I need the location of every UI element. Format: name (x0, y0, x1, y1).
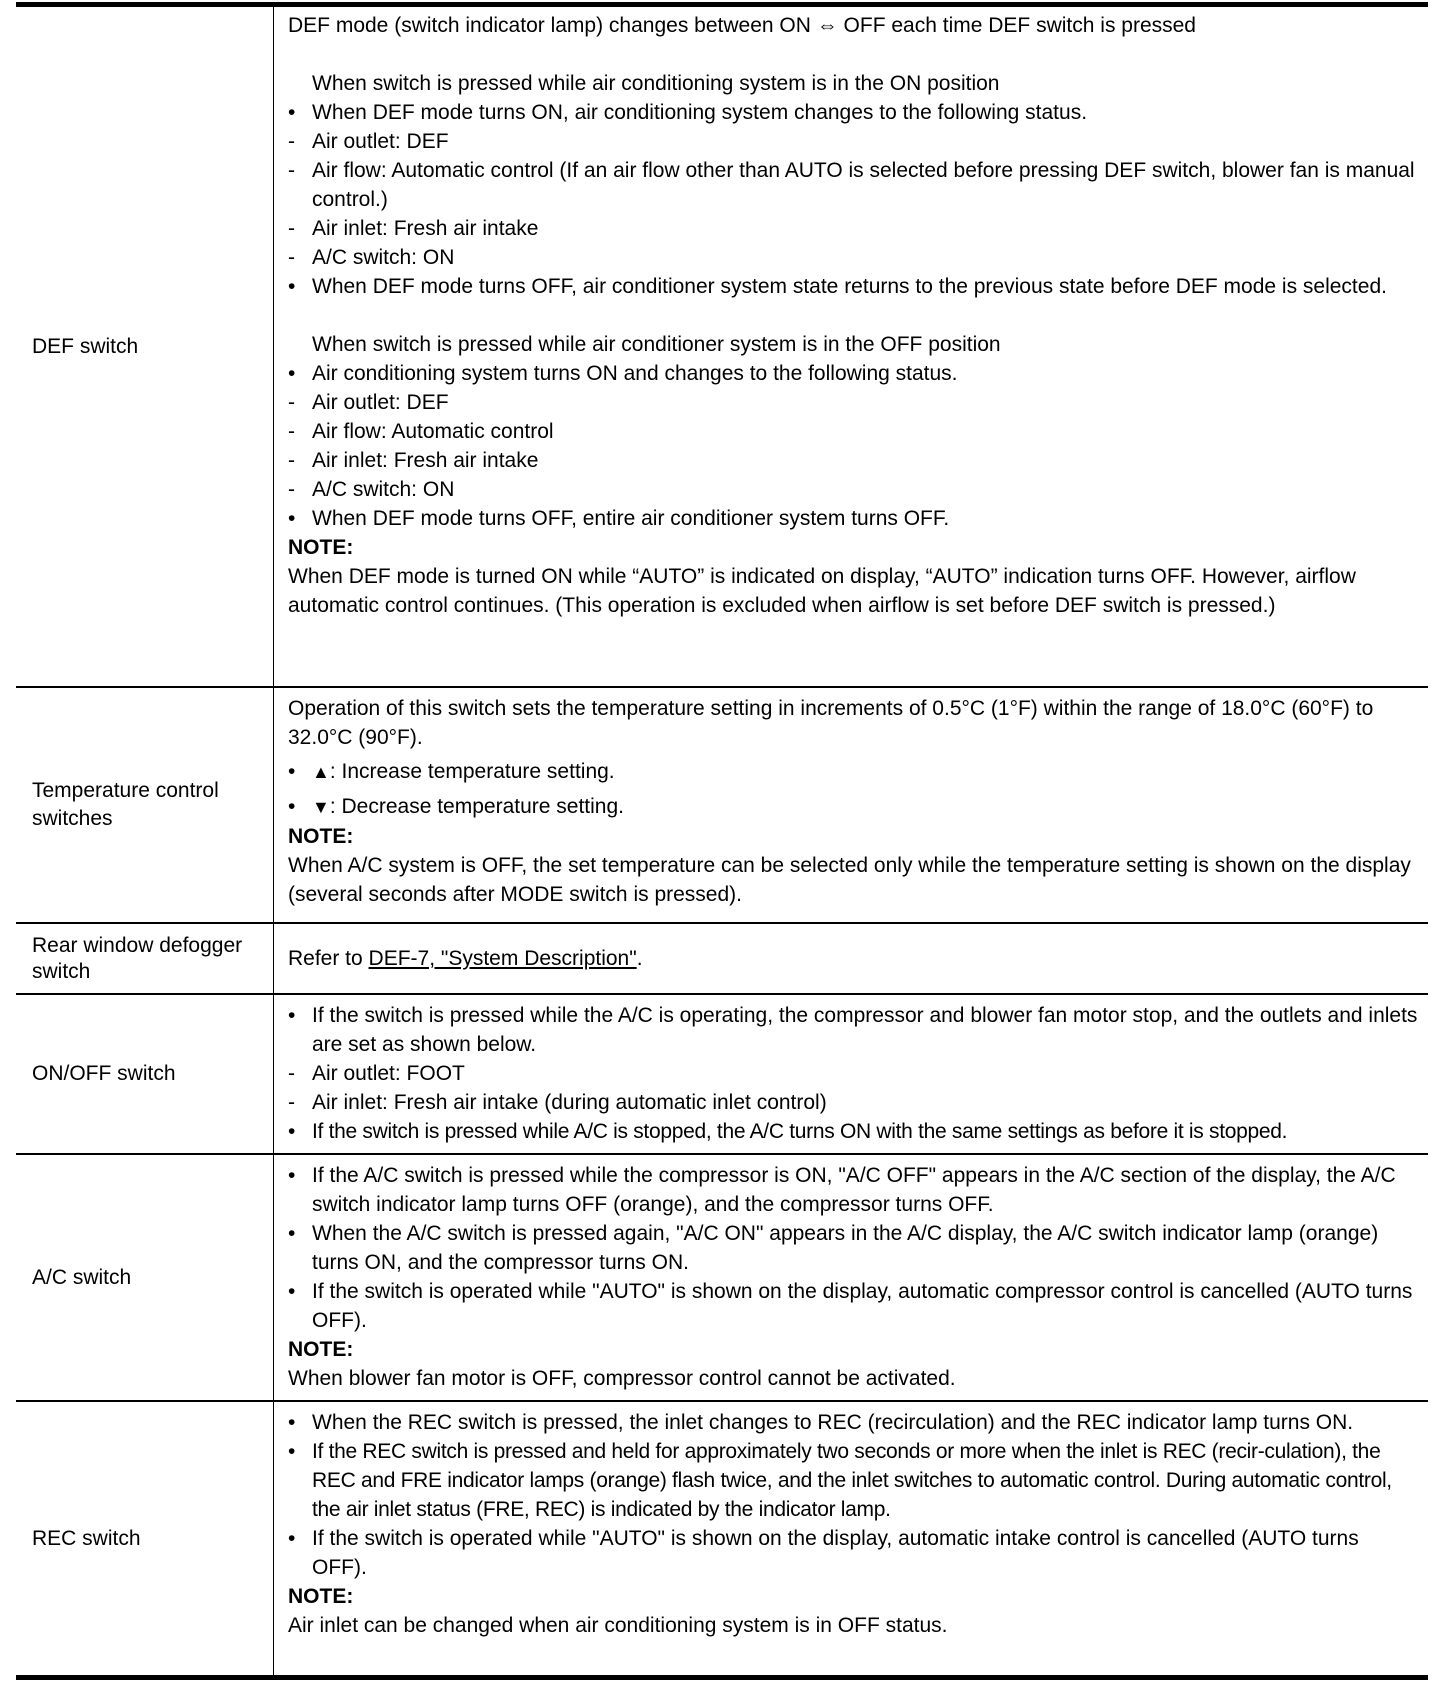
triangle-down-icon: ▼ (312, 797, 330, 817)
list-item: • If the REC switch is pressed and held for approximately two seconds or more when the inlet is REC (recir-culation), the REC and FRE indicator lamps (orange) flash twice, and the inlet switches to automatic control. During automatic control, the air inlet status (FRE, REC) is indicated by the indicator lamp. (288, 1440, 1392, 1521)
list-item: - Air outlet: DEF (288, 130, 449, 153)
intro-text: Operation of this switch sets the temperature setting in increments of 0.5°C (1°F) within the range of 18.0°C (60°F) to 32.0°C (90°F). (288, 697, 1374, 749)
row-name: REC switch (16, 1402, 274, 1675)
row-name: Rear window defogger switch (16, 924, 274, 993)
list-item: - Air inlet: Fresh air intake (288, 449, 539, 472)
list-item: - A/C switch: ON (288, 246, 455, 269)
note-label: NOTE: (288, 1585, 354, 1608)
list-item: • When DEF mode turns OFF, air conditioner system state returns to the previous state before DEF mode is selected. (288, 275, 1387, 298)
list-item: - Air inlet: Fresh air intake (during automatic inlet control) (288, 1091, 827, 1114)
row-name: A/C switch (16, 1155, 274, 1400)
section-heading: When switch is pressed while air conditioning system is in the ON position (312, 72, 1000, 95)
row-description (274, 995, 1428, 1153)
list-item: - Air inlet: Fresh air intake (288, 217, 539, 240)
row-description (274, 1402, 1428, 1675)
list-item: - Air outlet: FOOT (288, 1062, 465, 1085)
note-text: When DEF mode is turned ON while “AUTO” is indicated on display, “AUTO” indication turns OFF. However, airflow automatic control continues. (This operation is excluded when airflow is set before DEF switch is pressed.) (288, 565, 1356, 617)
note-label: NOTE: (288, 1338, 354, 1361)
triangle-up-icon: ▲ (312, 762, 330, 782)
table-row-rec-switch (16, 1402, 1428, 1675)
note-text: When A/C system is OFF, the set temperature can be selected only while the temperature setting is shown on the display (several seconds after MODE switch is pressed). (288, 854, 1411, 906)
row-description (274, 688, 1428, 922)
table-row-rear-defogger (16, 924, 1428, 995)
list-item: • ▲: Increase temperature setting. (288, 760, 615, 783)
note-label: NOTE: (288, 536, 354, 559)
table-row-temperature-control (16, 688, 1428, 924)
list-item: • If the switch is operated while "AUTO" is shown on the display, automatic compressor control is cancelled (AUTO turns OFF). (288, 1280, 1413, 1332)
row-name: Temperature control switches (16, 688, 274, 922)
list-item: • If the switch is pressed while the A/C is operating, the compressor and blower fan motor stop, and the outlets and inlets are set as shown below. (288, 1004, 1418, 1056)
list-item: • When DEF mode turns ON, air conditioning system changes to the following status. (288, 101, 1088, 124)
row-name: ON/OFF switch (16, 995, 274, 1153)
list-item: • When DEF mode turns OFF, entire air conditioner system turns OFF. (288, 507, 950, 530)
note-text: Air inlet can be changed when air conditioning system is in OFF status. (288, 1614, 948, 1637)
list-item: • If the switch is operated while "AUTO" is shown on the display, automatic intake control is cancelled (AUTO turns OFF). (288, 1527, 1359, 1579)
table-row-def-switch (16, 7, 1428, 688)
refer-suffix: . (636, 947, 643, 970)
list-item: - Air outlet: DEF (288, 391, 449, 414)
note-label: NOTE: (288, 825, 354, 848)
intro-text: DEF mode (switch indicator lamp) changes between ON ⇔ OFF each time DEF switch is pressed (288, 14, 1196, 37)
list-item: • When the A/C switch is pressed again, "A/C ON" appears in the A/C display, the A/C switch indicator lamp (orange) turns ON, and the compressor turns ON. (288, 1222, 1379, 1274)
list-item: • ▼: Decrease temperature setting. (288, 795, 624, 818)
list-item: - Air flow: Automatic control (If an air flow other than AUTO is selected before pressing DEF switch, blower fan is manual control.) (288, 159, 1415, 211)
switch-description-table (16, 2, 1428, 1680)
note-text: When blower fan motor is OFF, compressor control cannot be activated. (288, 1367, 956, 1390)
list-item: - A/C switch: ON (288, 478, 455, 501)
list-item: • If the A/C switch is pressed while the compressor is ON, "A/C OFF" appears in the A/C section of the display, the A/C switch indicator lamp turns OFF (orange), and the compressor turns OFF. (288, 1164, 1396, 1216)
table-row-on-off-switch (16, 995, 1428, 1155)
row-description (274, 924, 1428, 993)
row-name: DEF switch (16, 7, 274, 686)
list-item: • Air conditioning system turns ON and changes to the following status. (288, 362, 958, 385)
system-description-link[interactable]: DEF-7, "System Description" (368, 947, 637, 970)
row-description (274, 1155, 1428, 1400)
refer-prefix: Refer to (288, 947, 369, 970)
section-heading: When switch is pressed while air conditioner system is in the OFF position (312, 333, 1001, 356)
table-row-ac-switch (16, 1155, 1428, 1402)
row-description (274, 7, 1428, 686)
list-item: - Air flow: Automatic control (288, 420, 554, 443)
list-item: • When the REC switch is pressed, the inlet changes to REC (recirculation) and the REC indicator lamp turns ON. (288, 1411, 1354, 1434)
list-item: • If the switch is pressed while A/C is stopped, the A/C turns ON with the same settings as before it is stopped. (288, 1120, 1288, 1143)
